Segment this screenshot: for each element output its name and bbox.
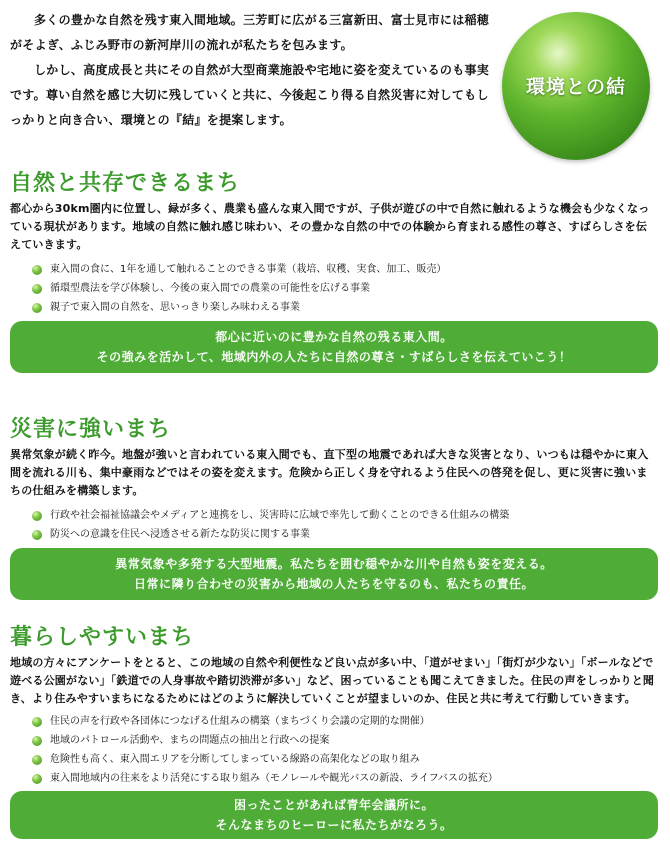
bullet-dot-icon (32, 511, 42, 521)
section-disaster (10, 416, 658, 600)
section-nature (10, 170, 658, 373)
intro-text (10, 8, 490, 133)
bullet-dot-icon (32, 303, 42, 313)
section-body: 異常気象が続く昨今。地盤が強いと言われている東入間でも、直下型の地震であれば大きな災害となり、いつもは穏やかに東入間を流れる川も、集中豪雨などではその姿を変えます。危険から正しく身を守れるよう住民への啓発を促し、更に災害に強いまちの仕組みを構築します。 (10, 448, 649, 497)
bullet-list (10, 506, 658, 544)
message-banner (10, 321, 658, 373)
list-item-text: 行政や社会福祉協議会やメディアと連携をし、災害時に広域で率先して動くことのできる仕組みの構築 (50, 510, 510, 521)
list-item-text: 東入間の食に、1年を通して触れることのできる事業（栽培、収穫、実食、加工、販売） (50, 264, 447, 275)
section-title: 災害に強いまち (10, 417, 172, 442)
bullet-dot-icon (32, 755, 42, 765)
section-title: 自然と共存できるまち (10, 171, 241, 196)
list-item (32, 506, 658, 525)
list-item-text: 住民の声を行政や各団体につなげる仕組みの構築（まちづくり会議の定期的な開催） (50, 716, 430, 727)
banner-line: その強みを活かして、地域内外の人たちに自然の尊さ・すばらしさを伝えていこう！ (96, 350, 572, 364)
banner-line: 困ったことがあれば青年会議所に。 (233, 798, 434, 812)
section-livable (10, 624, 658, 839)
list-item-text: 防災への意識を住民へ浸透させる新たな防災に関する事業 (50, 529, 310, 540)
list-item (32, 769, 658, 788)
list-item (32, 260, 658, 279)
list-item-text: 循環型農法を学び体験し、今後の東入間での農業の可能性を広げる事業 (50, 283, 370, 294)
bullet-list (10, 712, 658, 788)
intro-paragraph-1: 多くの豊かな自然を残す東入間地域。三芳町に広がる三富新田、富士見市には稲穂がそよぎ、ふじみ野市の新河岸川の流れが私たちを包みます。 (10, 13, 490, 52)
section-body: 都心から30km圏内に位置し、緑が多く、農業も盛んな東入間ですが、子供が遊びの中で自然に触れるような機会も少なくなっている現状があります。地域の自然に触れ感じ味わい、その豊かな自然の中での体験から育まれる感性の尊さ、すばらしさを伝えていきます。 (10, 202, 650, 251)
message-banner (10, 548, 658, 600)
banner-line: 都心に近いのに豊かな自然の残る東入間。 (215, 330, 453, 344)
theme-badge (502, 12, 650, 160)
list-item (32, 712, 658, 731)
list-item-text: 地域のパトロール活動や、まちの問題点の抽出と行政への提案 (50, 735, 330, 746)
bullet-list (10, 260, 658, 317)
list-item-text: 親子で東入間の自然を、思いっきり楽しみ味わえる事業 (50, 302, 300, 313)
list-item (32, 298, 658, 317)
bullet-dot-icon (32, 284, 42, 294)
list-item (32, 731, 658, 750)
list-item (32, 750, 658, 769)
intro-paragraph-2: しかし、高度成長と共にその自然が大型商業施設や宅地に姿を変えているのも事実です。尊い自然を感じ大切に残していくと共に、今後起こり得る自然災害に対してもしっかりと向き合い、環境との『結』を提案します。 (10, 63, 490, 127)
bullet-dot-icon (32, 265, 42, 275)
section-title: 暮らしやすいまち (10, 625, 195, 650)
banner-line: 日常に隣り合わせの災害から地域の人たちを守るのも、私たちの責任。 (133, 577, 534, 591)
bullet-dot-icon (32, 736, 42, 746)
banner-line: 異常気象や多発する大型地震。私たちを囲む穏やかな川や自然も姿を変える。 (115, 557, 553, 571)
bullet-dot-icon (32, 717, 42, 727)
message-banner (10, 791, 658, 839)
section-body: 地域の方々にアンケートをとると、この地域の自然や利便性など良い点が多い中、「道がせまい」「街灯が少ない」「ボールなどで遊べる公園がない」「鉄道での人身事故や踏切渋滞が多い」など、困っていることも聞こえてきました。住民の声をしっかりと聞き、より住みやすいまちになるためにはどのように解決していくことが望ましいのか、住民と共に考えて行動していきます。 (10, 656, 655, 705)
bullet-dot-icon (32, 530, 42, 540)
list-item-text: 東入間地域内の往来をより活発にする取り組み（モノレールや観光バスの新設、ライフバスの拡充） (50, 773, 498, 784)
bullet-dot-icon (32, 774, 42, 784)
list-item (32, 525, 658, 544)
banner-line: そんなまちのヒーローに私たちがなろう。 (215, 818, 453, 832)
list-item (32, 279, 658, 298)
theme-badge-label: 環境との結 (525, 76, 626, 98)
list-item-text: 危険性も高く、東入間エリアを分断してしまっている線路の高架化などの取り組み (50, 754, 420, 765)
